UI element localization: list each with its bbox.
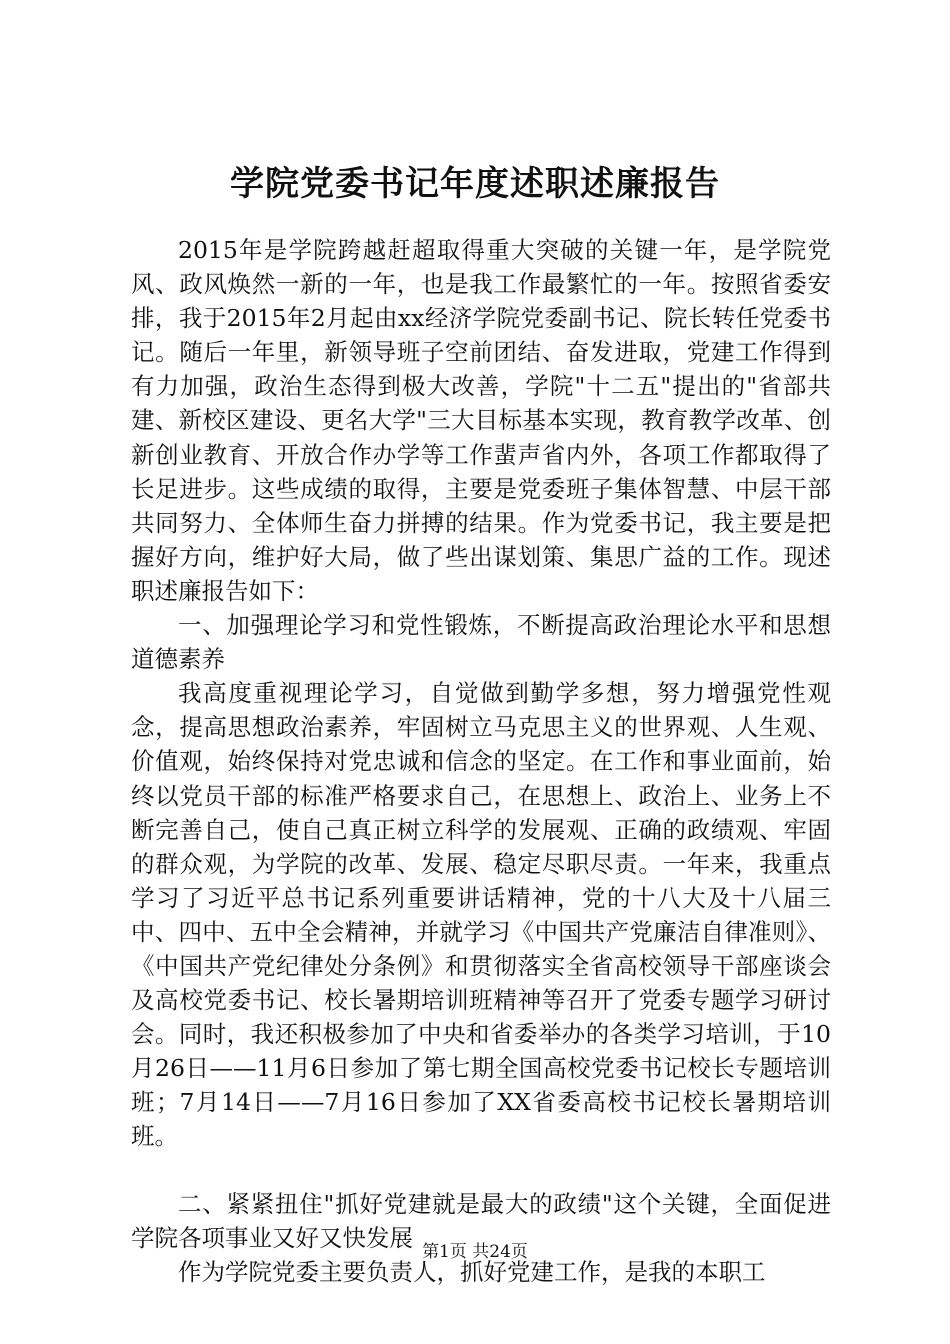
intro-paragraph: 2015年是学院跨越赶超取得重大突破的关键一年，是学院党风、政风焕然一新的一年，也是我工作最繁忙的一年。按照省委安排，我于2015年2月起由xx经济学院党委副书记、院长转任党委书记。随后一年里，新领导班子空前团结、奋发进取，党建工作得到有力加强，政治生态得到极大改善，学院"十二五"提出的"省部共建、新校区建设、更名大学"三大目标基本实现，教育教学改革、创新创业教育、开放合作办学等工作蜚声省内外，各项工作都取得了长足进步。这些成绩的取得，主要是党委班子集体智慧、中层干部共同努力、全体师生奋力拼搏的结果。作为党委书记，我主要是把握好方向，维护好大局，做了些出谋划策、集思广益的工作。现述职述廉报告如下：: [131, 236, 831, 605]
section-2-paragraph: 作为学院党委主要负责人，抓好党建工作，是我的本职工: [178, 1257, 766, 1286]
section-heading-1: 一、加强理论学习和党性锻炼，不断提高政治理论水平和思想道德素养: [131, 611, 831, 674]
section-1-paragraph: 我高度重视理论学习，自觉做到勤学多想，努力增强党性观念，提高思想政治素养，牢固树立马克思主义的世界观、人生观、价值观，始终保持对党忠诚和信念的坚定。在工作和事业面前，始终以党员干部的标准严格要求自己，在思想上、政治上、业务上不断完善自己，使自己真正树立科学的发展观、正确的政绩观、牢固的群众观，为学院的改革、发展、稳定尽职尽责。一年来，我重点学习了习近平总书记系列重要讲话精神，党的十八大及十八届三中、四中、五中全会精神，并就学习《中国共产党廉洁自律准则》、《中国共产党纪律处分条例》和贯彻落实全省高校领导干部座谈会及高校党委书记、校长暑期培训班精神等召开了党委专题学习研讨会。同时，我还积极参加了中央和省委举办的各类学习培训，于10月26日——11月6日参加了第七期全国高校党委书记校长专题培训班；7月14日——7月16日参加了XX省委高校书记校长暑期培训班。: [131, 679, 831, 1151]
document-body: [131, 233, 831, 1289]
document-title: 学院党委书记年度述职述廉报告: [230, 164, 720, 204]
section-heading-2: 二、紧紧扭住"抓好党建就是最大的政绩"这个关键，全面促进学院各项事业又好又快发展: [131, 1189, 831, 1252]
page-number: 第1页 共24页: [422, 1242, 528, 1262]
